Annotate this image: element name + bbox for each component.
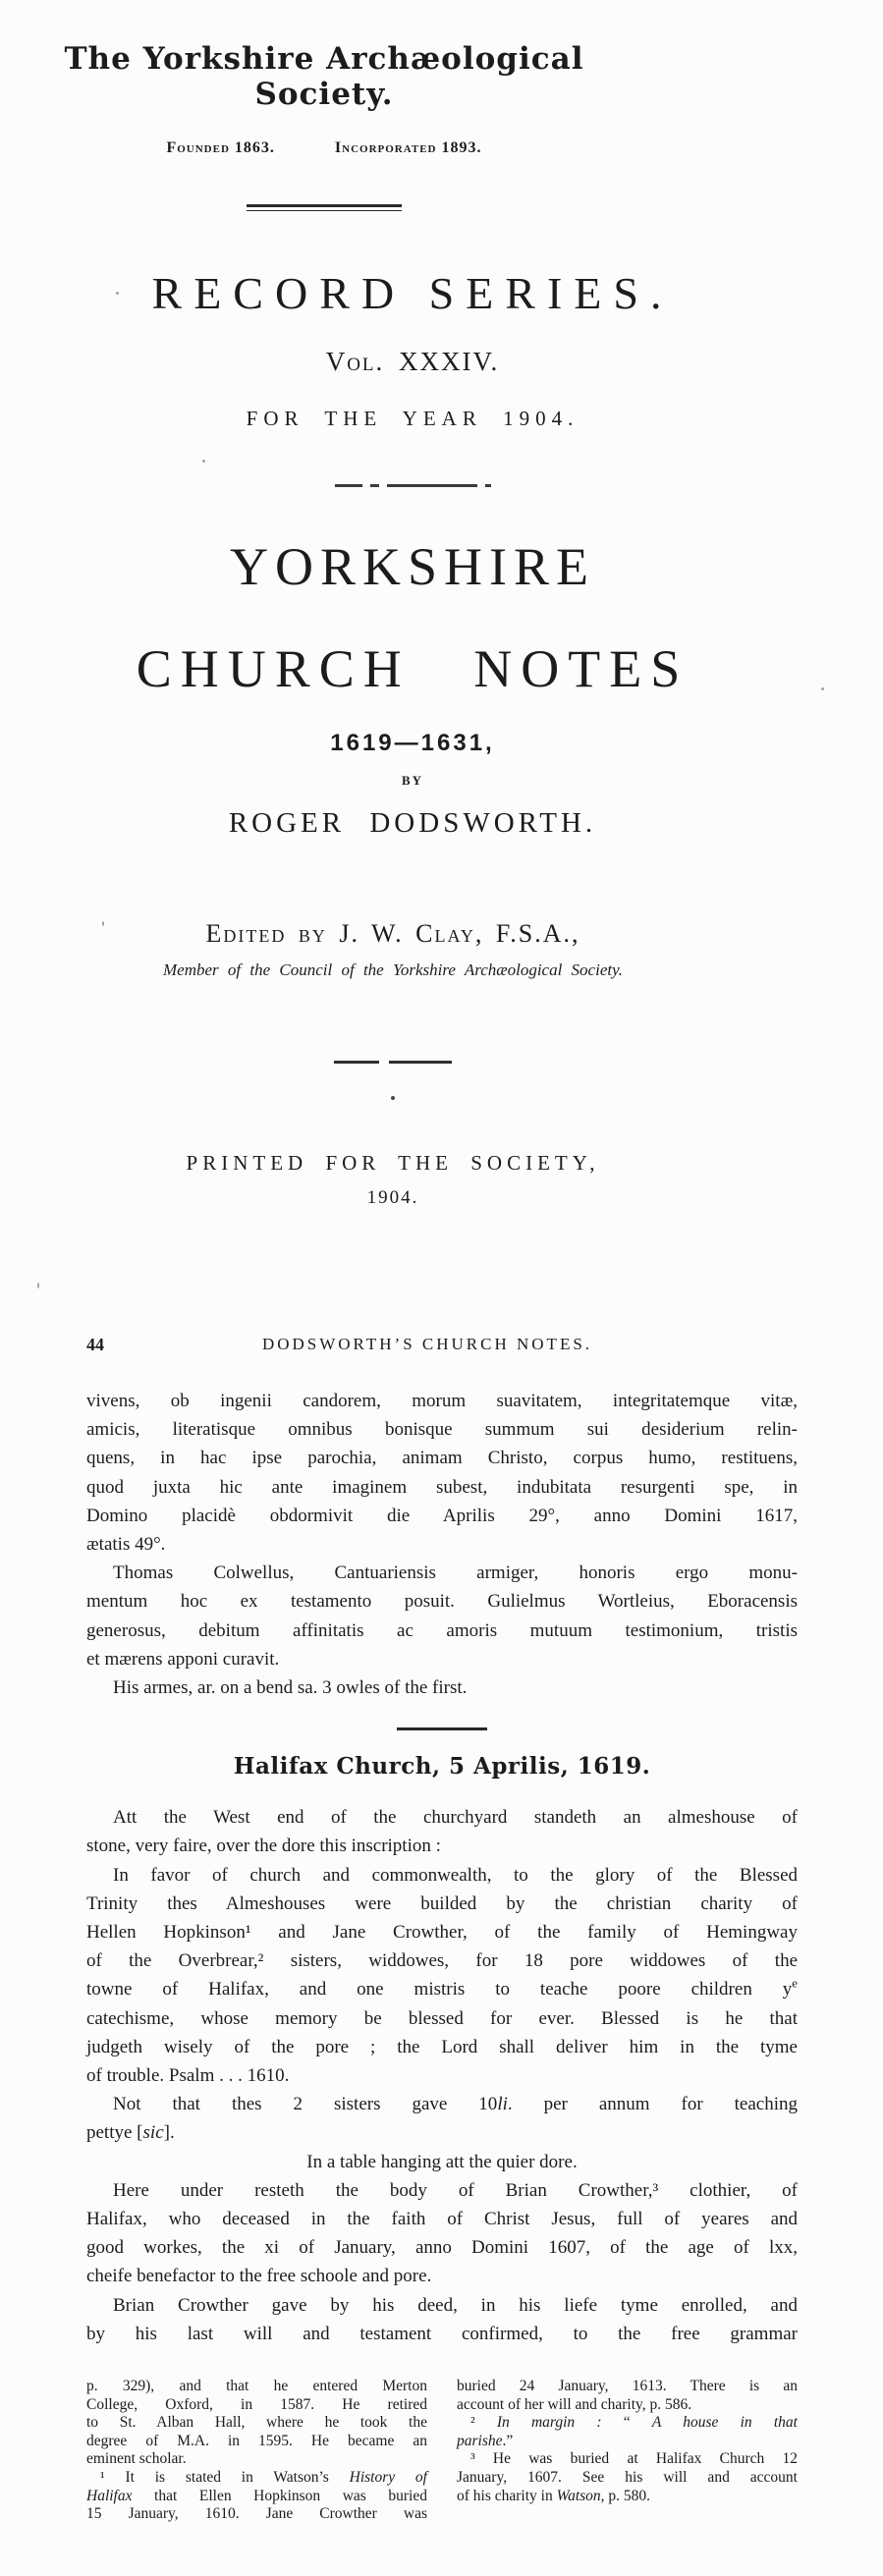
paragraph — [457, 2378, 798, 2414]
text-line: January, 1607. See his will and account — [457, 2469, 798, 2487]
text-line: vivens, ob ingenii candorem, morum suavitatem, integritatemque vitæ, — [86, 1391, 798, 1411]
dash-segment — [335, 484, 362, 487]
text-line: His armes, ar. on a bend sa. 3 owles of the first. — [113, 1677, 468, 1699]
paragraph — [86, 1673, 798, 1702]
text-line: Not that thes 2 sisters gave 10li. per annum for teaching — [113, 2094, 799, 2115]
by-label: BY — [401, 773, 424, 788]
title-page-block — [0, 267, 825, 840]
text-line: Hellen Hopkinson¹ and Jane Crowther, of the family of Hemingway — [86, 1922, 798, 1944]
paragraph — [86, 1803, 798, 1860]
paragraph — [457, 2414, 798, 2450]
page-body — [86, 1387, 798, 2348]
imprint-block — [0, 1053, 786, 1209]
text-line: p. 329), and that he entered Merton — [86, 2378, 427, 2395]
double-rule-divider — [247, 204, 402, 211]
text-line: et mærens apponi curavit. — [86, 1648, 280, 1670]
text-line: parishe.” — [457, 2432, 514, 2449]
author-name: ROGER DODSWORTH. — [228, 807, 597, 839]
centered-caption: In a table hanging att the quier dore. — [306, 2151, 578, 2172]
text-line: to St. Alban Hall, where he took the — [86, 2414, 427, 2432]
running-header — [86, 1334, 798, 1355]
incorporated-text: Incorporated 1893. — [334, 139, 482, 156]
dash-segment — [334, 1061, 379, 1064]
text-line: degree of M.A. in 1595. He became an — [86, 2432, 427, 2449]
running-header-title: DODSWORTH’S CHURCH NOTES. — [261, 1335, 593, 1353]
paragraph — [86, 2378, 427, 2469]
dash-segment — [389, 1061, 452, 1064]
scan-speck — [102, 921, 104, 926]
text-line: ¹ It is stated in Watson’s History of — [100, 2469, 427, 2487]
paragraph — [86, 1861, 798, 2091]
text-line: eminent scholar. — [86, 2450, 187, 2468]
series-title: RECORD SERIES. — [151, 268, 674, 318]
year-line: FOR THE YEAR 1904. — [246, 407, 579, 430]
scan-speck — [821, 687, 824, 690]
text-line: quens, in hac ipse parochia, animam Christo, corpus humo, restituens, — [86, 1448, 798, 1469]
masthead — [0, 41, 648, 211]
society-title: The Yorkshire Archæological Society. — [64, 41, 584, 112]
text-line: In favor of church and commonwealth, to the glory of the Blessed — [113, 1864, 798, 1886]
founded-text: Founded 1863. — [166, 139, 275, 156]
dash-segment — [485, 484, 491, 487]
text-line: by his last will and testament confirmed, to the free grammar — [86, 2323, 798, 2344]
text-line: of the Overbrear,² sisters, widdowes, for 18 pore widdowes of the — [86, 1950, 798, 1972]
text-line: amicis, literatisque omnibus bonisque summum sui desiderium relin- — [86, 1419, 798, 1441]
text-line: judgeth wisely of the pore ; the Lord shall deliver him in the tyme — [86, 2036, 798, 2057]
text-line: Brian Crowther gave by his deed, in his liefe tyme enrolled, and — [113, 2294, 798, 2316]
volume-number: Vol. XXXIV. — [325, 347, 500, 376]
text-line: mentum hoc ex testamento posuit. Gulielmus Wortleius, Eboracensis — [86, 1591, 798, 1613]
scan-speck — [37, 1283, 39, 1288]
text-line: 15 January, 1610. Jane Crowther was — [86, 2505, 427, 2523]
text-line: cheife benefactor to the free schoole and pore. — [86, 2266, 432, 2287]
scan-speck — [202, 460, 205, 463]
scan-dot — [391, 1096, 395, 1100]
paragraph — [86, 2090, 798, 2147]
date-range: 1619—1631, — [330, 730, 495, 756]
text-line: stone, very faire, over the dore this inscription : — [86, 1836, 441, 1857]
text-line: good workes, the xi of January, anno Domini 1607, of the age of lxx, — [86, 2237, 798, 2259]
text-line: towne of Halifax, and one mistris to teache poore children $y^e$ — [86, 1976, 798, 2001]
footnote-right — [457, 2378, 798, 2524]
page-number: 44 — [86, 1335, 104, 1354]
section-heading: Halifax Church, 5 Aprilis, 1619. — [233, 1753, 651, 1781]
section-divider — [397, 1727, 487, 1730]
text-line: Att the West end of the churchyard standeth an almeshouse of — [113, 1807, 798, 1829]
dash-segment — [370, 484, 379, 487]
editor-affiliation: Member of the Council of the Yorkshire Archæological Society. — [163, 960, 623, 979]
editor-line: Edited by J. W. Clay, F.S.A., — [205, 919, 580, 948]
text-line: generosus, debitum affinitatis ac amoris mutuum testimonium, tristis — [86, 1619, 798, 1641]
main-title-line1: YORKSHIRE — [229, 537, 596, 596]
broken-dash-divider — [0, 476, 825, 480]
paragraph — [86, 2291, 798, 2348]
text-line: ætatis 49°. — [86, 1534, 166, 1556]
text-line: buried 24 January, 1613. There is an — [457, 2378, 798, 2395]
footnotes — [86, 2378, 798, 2524]
main-title-line2: CHURCH NOTES — [136, 639, 690, 698]
imprint-year: 1904. — [366, 1187, 419, 1208]
broken-rule-divider — [0, 1053, 786, 1070]
editor-block — [0, 919, 786, 980]
text-line: ³ He was buried at Halifax Church 12 — [470, 2450, 798, 2468]
imprint-line: PRINTED FOR THE SOCIETY, — [186, 1151, 600, 1175]
text-line: of his charity in Watson, p. 580. — [457, 2487, 651, 2504]
paragraph — [86, 1387, 798, 1559]
text-line: College, Oxford, in 1587. He retired — [86, 2395, 427, 2413]
paragraph — [86, 1559, 798, 1673]
text-line: Domino placidè obdormivit die Aprilis 29°, anno Domini 1617, — [86, 1505, 798, 1526]
text-line: Here under resteth the body of Brian Crowther,³ clothier, of — [113, 2179, 798, 2201]
paragraph — [86, 2176, 798, 2291]
text-line: catechisme, whose memory be blessed for ever. Blessed is he that — [86, 2007, 798, 2029]
paragraph — [86, 2469, 427, 2524]
content-page — [86, 1334, 798, 2524]
text-line: Halifax that Ellen Hopkinson was buried — [86, 2487, 427, 2504]
text-line: quod juxta hic ante imaginem subest, indubitata resurgenti spe, in — [86, 1476, 798, 1498]
text-line: pettye [sic]. — [86, 2122, 175, 2144]
text-line: Thomas Colwellus, Cantuariensis armiger, honoris ergo monu- — [113, 1562, 798, 1584]
dash-segment — [387, 484, 477, 487]
text-line: Halifax, who deceased in the faith of Christ Jesus, full of yeares and — [86, 2209, 798, 2230]
founded-incorporated-line — [0, 139, 648, 157]
paragraph — [457, 2450, 798, 2505]
text-line: of trouble. Psalm . . . 1610. — [86, 2065, 290, 2087]
scan-speck — [116, 292, 119, 295]
text-line: Trinity thes Almeshouses were builded by the christian charity of — [86, 1892, 798, 1914]
text-line: account of her will and charity, p. 586. — [457, 2395, 692, 2413]
text-line: ² In margin : “ A house in that — [470, 2414, 798, 2432]
footnote-left — [86, 2378, 427, 2524]
